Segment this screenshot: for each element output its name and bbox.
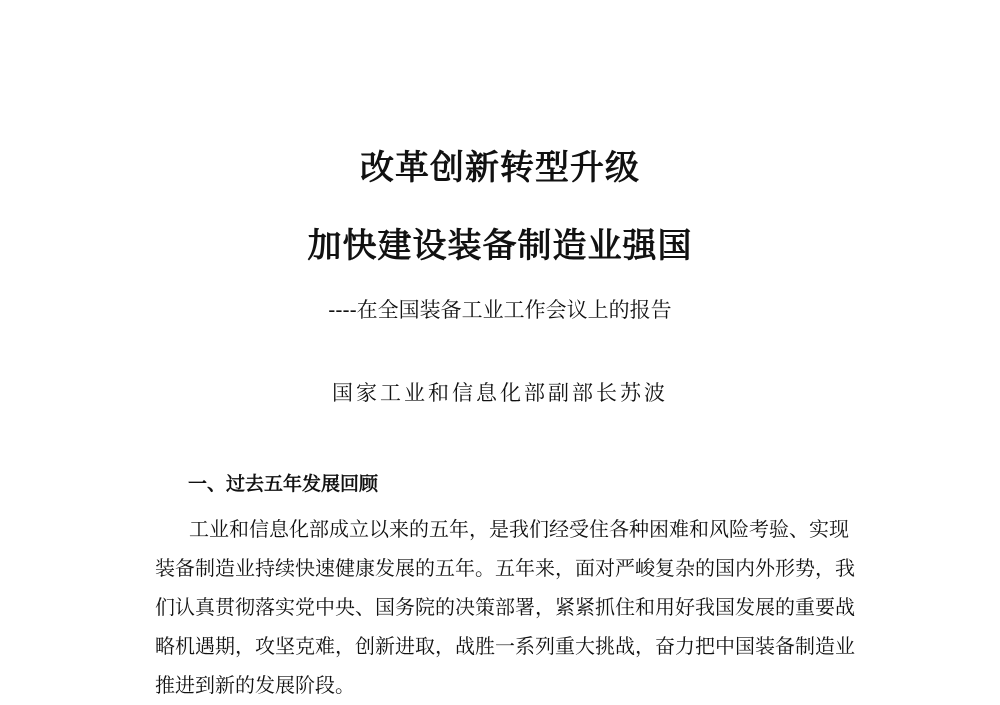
paragraph-line: 工业和信息化部成立以来的五年，是我们经受住各种困难和风险考验、实现 xyxy=(189,517,849,541)
document-title-line-2: 加快建设装备制造业强国 xyxy=(307,226,693,266)
body-paragraph xyxy=(155,510,855,705)
section-heading: 一、过去五年发展回顾 xyxy=(188,473,379,495)
paragraph-line: 们认真贯彻落实党中央、国务院的决策部署，紧紧抓住和用好我国发展的重要战 xyxy=(155,595,855,619)
paragraph-line: 推进到新的发展阶段。 xyxy=(155,673,355,697)
paragraph-line: 略机遇期，攻坚克难，创新进取，战胜一系列重大挑战，奋力把中国装备制造业 xyxy=(155,634,855,658)
paragraph-line: 装备制造业持续快速健康发展的五年。五年来，面对严峻复杂的国内外形势，我 xyxy=(155,556,855,580)
document-subtitle: ----在全国装备工业工作会议上的报告 xyxy=(328,298,672,322)
document-title-line-1: 改革创新转型升级 xyxy=(360,148,640,188)
document-author: 国家工业和信息化部副部长苏波 xyxy=(332,381,668,405)
